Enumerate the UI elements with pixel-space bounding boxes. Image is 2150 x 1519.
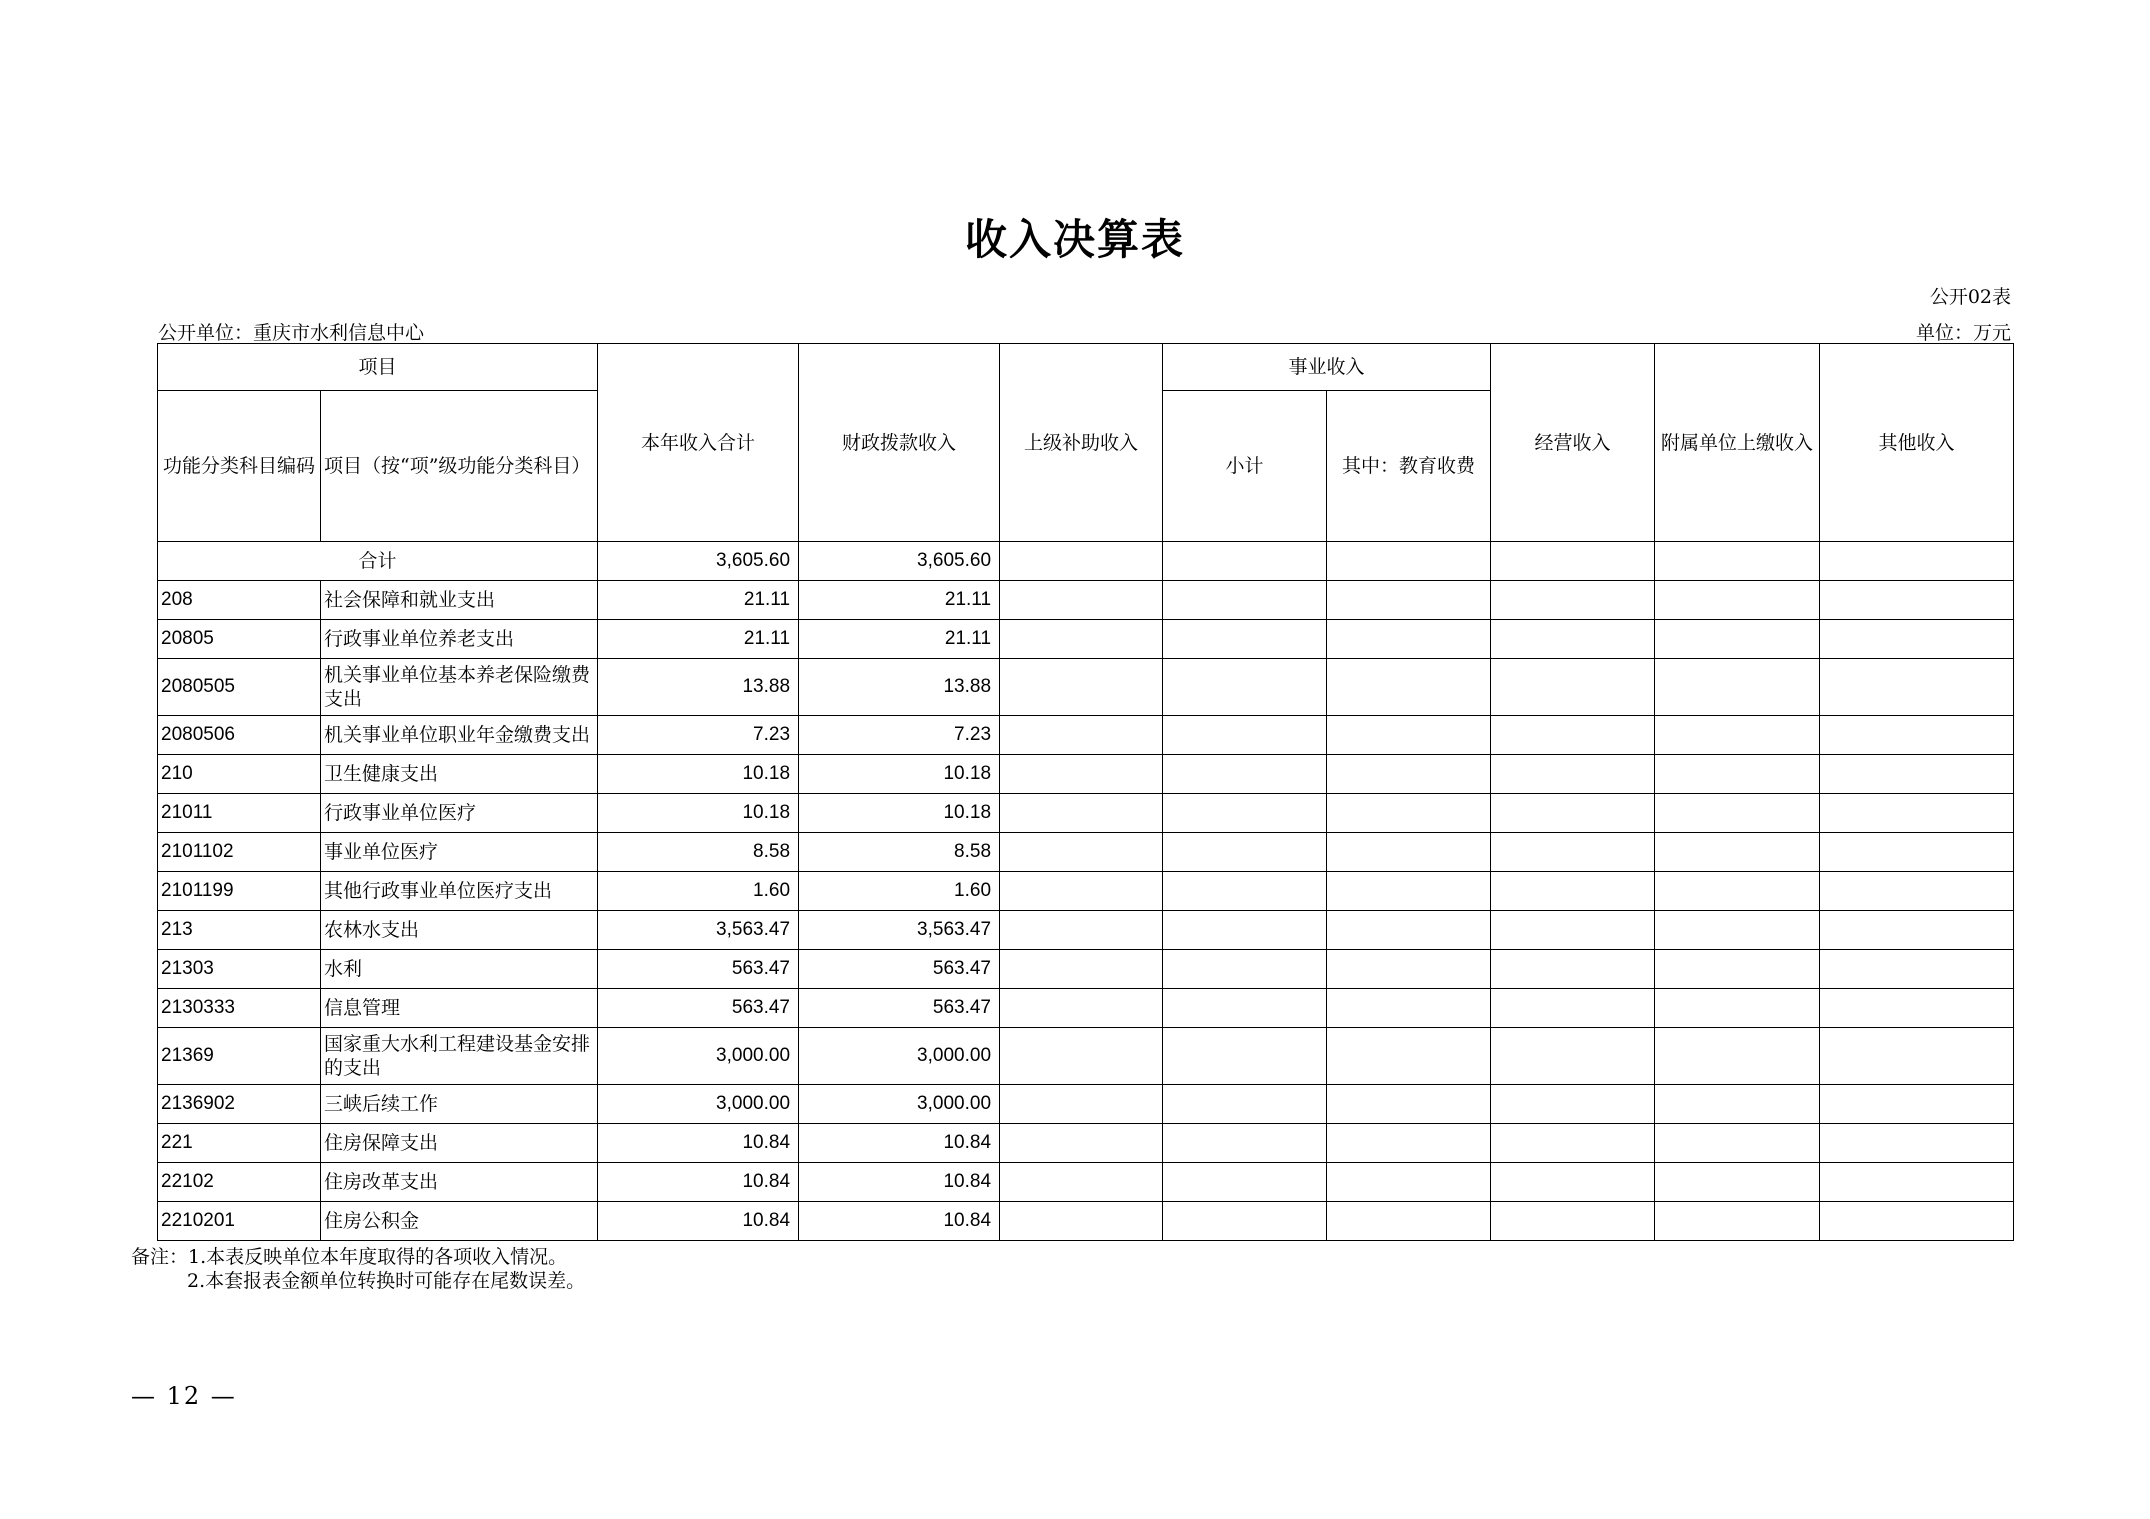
empty-cell [1163, 542, 1327, 581]
header-row-1 [158, 344, 2014, 391]
row-total-income: 10.84 [598, 1163, 799, 1202]
empty-cell [1655, 794, 1820, 833]
row-code: 21303 [158, 950, 321, 989]
row-code: 2101199 [158, 872, 321, 911]
empty-cell [1000, 716, 1163, 755]
row-name: 住房改革支出 [321, 1163, 598, 1202]
table-row [158, 581, 2014, 620]
row-total-income: 10.18 [598, 755, 799, 794]
empty-cell [1000, 833, 1163, 872]
form-number: 公开02表 [1929, 286, 2011, 308]
table-row [158, 872, 2014, 911]
empty-cell [1327, 581, 1491, 620]
empty-cell [1491, 716, 1655, 755]
header-fiscal: 财政拨款收入 [799, 344, 1000, 542]
row-total-income: 8.58 [598, 833, 799, 872]
empty-cell [1820, 1163, 2014, 1202]
row-name: 三峡后续工作 [321, 1085, 598, 1124]
empty-cell [1820, 542, 2014, 581]
empty-cell [1491, 1028, 1655, 1085]
row-code: 2080505 [158, 659, 321, 716]
empty-cell [1327, 1124, 1491, 1163]
empty-cell [1491, 1124, 1655, 1163]
row-total-income: 3,000.00 [598, 1028, 799, 1085]
row-name: 农林水支出 [321, 911, 598, 950]
empty-cell [1491, 542, 1655, 581]
empty-cell [1491, 755, 1655, 794]
row-name: 机关事业单位职业年金缴费支出 [321, 716, 598, 755]
empty-cell [1655, 872, 1820, 911]
empty-cell [1655, 1163, 1820, 1202]
table-row [158, 911, 2014, 950]
row-name: 机关事业单位基本养老保险缴费支出 [321, 659, 598, 716]
header-code: 功能分类科目编码 [158, 391, 321, 542]
empty-cell [1655, 989, 1820, 1028]
table-row [158, 989, 2014, 1028]
row-name: 其他行政事业单位医疗支出 [321, 872, 598, 911]
empty-cell [1327, 872, 1491, 911]
row-fiscal-income: 13.88 [799, 659, 1000, 716]
empty-cell [1491, 794, 1655, 833]
row-fiscal-income: 10.84 [799, 1124, 1000, 1163]
empty-cell [1655, 1085, 1820, 1124]
row-name: 行政事业单位养老支出 [321, 620, 598, 659]
row-code: 2101102 [158, 833, 321, 872]
empty-cell [1820, 872, 2014, 911]
page-number: — 12 — [131, 1382, 237, 1410]
empty-cell [1655, 716, 1820, 755]
row-fiscal-income: 21.11 [799, 620, 1000, 659]
empty-cell [1491, 1085, 1655, 1124]
notes [131, 1245, 585, 1293]
row-name: 社会保障和就业支出 [321, 581, 598, 620]
row-fiscal-income: 8.58 [799, 833, 1000, 872]
empty-cell [1163, 755, 1327, 794]
empty-cell [1000, 950, 1163, 989]
page-title: 收入决算表 [964, 215, 1185, 264]
total-fiscal-value: 3,605.60 [799, 542, 1000, 581]
empty-cell [1820, 1202, 2014, 1241]
row-code: 213 [158, 911, 321, 950]
empty-cell [1000, 581, 1163, 620]
empty-cell [1163, 833, 1327, 872]
empty-cell [1000, 1085, 1163, 1124]
empty-cell [1163, 872, 1327, 911]
income-table [157, 343, 2014, 1241]
empty-cell [1000, 872, 1163, 911]
empty-cell [1327, 989, 1491, 1028]
header-career: 事业收入 [1163, 344, 1491, 391]
currency-unit: 单位：万元 [1915, 322, 2011, 344]
empty-cell [1820, 833, 2014, 872]
empty-cell [1491, 989, 1655, 1028]
empty-cell [1163, 1028, 1327, 1085]
empty-cell [1327, 716, 1491, 755]
empty-cell [1820, 716, 2014, 755]
empty-cell [1000, 542, 1163, 581]
empty-cell [1163, 1163, 1327, 1202]
header-name: 项目（按“项”级功能分类科目） [321, 391, 598, 542]
row-total-income: 10.84 [598, 1124, 799, 1163]
row-fiscal-income: 21.11 [799, 581, 1000, 620]
row-fiscal-income: 563.47 [799, 950, 1000, 989]
empty-cell [1655, 911, 1820, 950]
row-total-income: 3,000.00 [598, 1085, 799, 1124]
row-code: 210 [158, 755, 321, 794]
row-name: 住房公积金 [321, 1202, 598, 1241]
row-code: 221 [158, 1124, 321, 1163]
empty-cell [1820, 1124, 2014, 1163]
row-total-income: 13.88 [598, 659, 799, 716]
empty-cell [1655, 659, 1820, 716]
table-row [158, 794, 2014, 833]
empty-cell [1820, 1028, 2014, 1085]
row-code: 2210201 [158, 1202, 321, 1241]
row-code: 21369 [158, 1028, 321, 1085]
empty-cell [1163, 794, 1327, 833]
empty-cell [1820, 1085, 2014, 1124]
row-fiscal-income: 3,000.00 [799, 1085, 1000, 1124]
row-name: 住房保障支出 [321, 1124, 598, 1163]
table-row [158, 833, 2014, 872]
table-row [158, 950, 2014, 989]
empty-cell [1327, 1085, 1491, 1124]
empty-cell [1655, 1124, 1820, 1163]
empty-cell [1491, 1202, 1655, 1241]
empty-cell [1163, 659, 1327, 716]
table-row [158, 1028, 2014, 1085]
total-label: 合计 [158, 542, 598, 581]
row-code: 22102 [158, 1163, 321, 1202]
empty-cell [1327, 950, 1491, 989]
row-code: 2130333 [158, 989, 321, 1028]
empty-cell [1655, 1202, 1820, 1241]
empty-cell [1655, 1028, 1820, 1085]
row-fiscal-income: 10.84 [799, 1202, 1000, 1241]
row-code: 208 [158, 581, 321, 620]
empty-cell [1163, 989, 1327, 1028]
empty-cell [1655, 950, 1820, 989]
empty-cell [1491, 950, 1655, 989]
table-row [158, 659, 2014, 716]
row-total-income: 10.84 [598, 1202, 799, 1241]
empty-cell [1820, 755, 2014, 794]
empty-cell [1163, 911, 1327, 950]
empty-cell [1327, 911, 1491, 950]
empty-cell [1000, 659, 1163, 716]
empty-cell [1327, 1202, 1491, 1241]
row-code: 20805 [158, 620, 321, 659]
empty-cell [1163, 716, 1327, 755]
row-name: 行政事业单位医疗 [321, 794, 598, 833]
row-code: 2136902 [158, 1085, 321, 1124]
table-row [158, 1202, 2014, 1241]
empty-cell [1655, 755, 1820, 794]
row-total-income: 21.11 [598, 581, 799, 620]
table-row [158, 1163, 2014, 1202]
empty-cell [1163, 1202, 1327, 1241]
empty-cell [1820, 950, 2014, 989]
row-total-income: 21.11 [598, 620, 799, 659]
empty-cell [1655, 542, 1820, 581]
table-row [158, 620, 2014, 659]
table-row [158, 1124, 2014, 1163]
reporting-unit: 公开单位：重庆市水利信息中心 [158, 322, 425, 344]
empty-cell [1820, 620, 2014, 659]
total-row [158, 542, 2014, 581]
empty-cell [1655, 833, 1820, 872]
empty-cell [1327, 1028, 1491, 1085]
row-total-income: 3,563.47 [598, 911, 799, 950]
empty-cell [1000, 911, 1163, 950]
empty-cell [1163, 1085, 1327, 1124]
header-operating: 经营收入 [1491, 344, 1655, 542]
empty-cell [1000, 794, 1163, 833]
row-name: 国家重大水利工程建设基金安排的支出 [321, 1028, 598, 1085]
empty-cell [1491, 659, 1655, 716]
header-affiliated: 附属单位上缴收入 [1655, 344, 1820, 542]
empty-cell [1000, 755, 1163, 794]
empty-cell [1820, 581, 2014, 620]
empty-cell [1327, 833, 1491, 872]
empty-cell [1327, 755, 1491, 794]
row-code: 2080506 [158, 716, 321, 755]
empty-cell [1163, 581, 1327, 620]
empty-cell [1491, 911, 1655, 950]
empty-cell [1327, 1163, 1491, 1202]
empty-cell [1163, 950, 1327, 989]
table-row [158, 1085, 2014, 1124]
row-fiscal-income: 3,563.47 [799, 911, 1000, 950]
header-other: 其他收入 [1820, 344, 2014, 542]
row-fiscal-income: 7.23 [799, 716, 1000, 755]
row-fiscal-income: 3,000.00 [799, 1028, 1000, 1085]
empty-cell [1327, 659, 1491, 716]
empty-cell [1000, 620, 1163, 659]
header-superior: 上级补助收入 [1000, 344, 1163, 542]
empty-cell [1491, 620, 1655, 659]
row-code: 21011 [158, 794, 321, 833]
row-fiscal-income: 1.60 [799, 872, 1000, 911]
note-line-2: 2.本套报表金额单位转换时可能存在尾数误差。 [187, 1270, 586, 1292]
empty-cell [1327, 794, 1491, 833]
row-name: 事业单位医疗 [321, 833, 598, 872]
row-total-income: 563.47 [598, 950, 799, 989]
empty-cell [1655, 620, 1820, 659]
row-fiscal-income: 10.84 [799, 1163, 1000, 1202]
row-total-income: 7.23 [598, 716, 799, 755]
empty-cell [1000, 1124, 1163, 1163]
empty-cell [1163, 620, 1327, 659]
empty-cell [1820, 911, 2014, 950]
empty-cell [1820, 989, 2014, 1028]
row-name: 水利 [321, 950, 598, 989]
empty-cell [1491, 872, 1655, 911]
note-line-1: 备注：1.本表反映单位本年度取得的各项收入情况。 [131, 1246, 568, 1268]
header-subtotal: 小计 [1163, 391, 1327, 542]
header-total: 本年收入合计 [598, 344, 799, 542]
header-project: 项目 [158, 344, 598, 391]
row-fiscal-income: 10.18 [799, 755, 1000, 794]
empty-cell [1000, 989, 1163, 1028]
table-row [158, 716, 2014, 755]
empty-cell [1820, 794, 2014, 833]
row-fiscal-income: 563.47 [799, 989, 1000, 1028]
empty-cell [1000, 1163, 1163, 1202]
empty-cell [1491, 581, 1655, 620]
empty-cell [1327, 542, 1491, 581]
row-name: 信息管理 [321, 989, 598, 1028]
empty-cell [1820, 659, 2014, 716]
empty-cell [1491, 1163, 1655, 1202]
row-total-income: 10.18 [598, 794, 799, 833]
header-education: 其中：教育收费 [1327, 391, 1491, 542]
empty-cell [1327, 620, 1491, 659]
row-fiscal-income: 10.18 [799, 794, 1000, 833]
row-name: 卫生健康支出 [321, 755, 598, 794]
table-row [158, 755, 2014, 794]
empty-cell [1491, 833, 1655, 872]
empty-cell [1000, 1202, 1163, 1241]
empty-cell [1163, 1124, 1327, 1163]
empty-cell [1000, 1028, 1163, 1085]
row-total-income: 563.47 [598, 989, 799, 1028]
empty-cell [1655, 581, 1820, 620]
total-income-value: 3,605.60 [598, 542, 799, 581]
row-total-income: 1.60 [598, 872, 799, 911]
